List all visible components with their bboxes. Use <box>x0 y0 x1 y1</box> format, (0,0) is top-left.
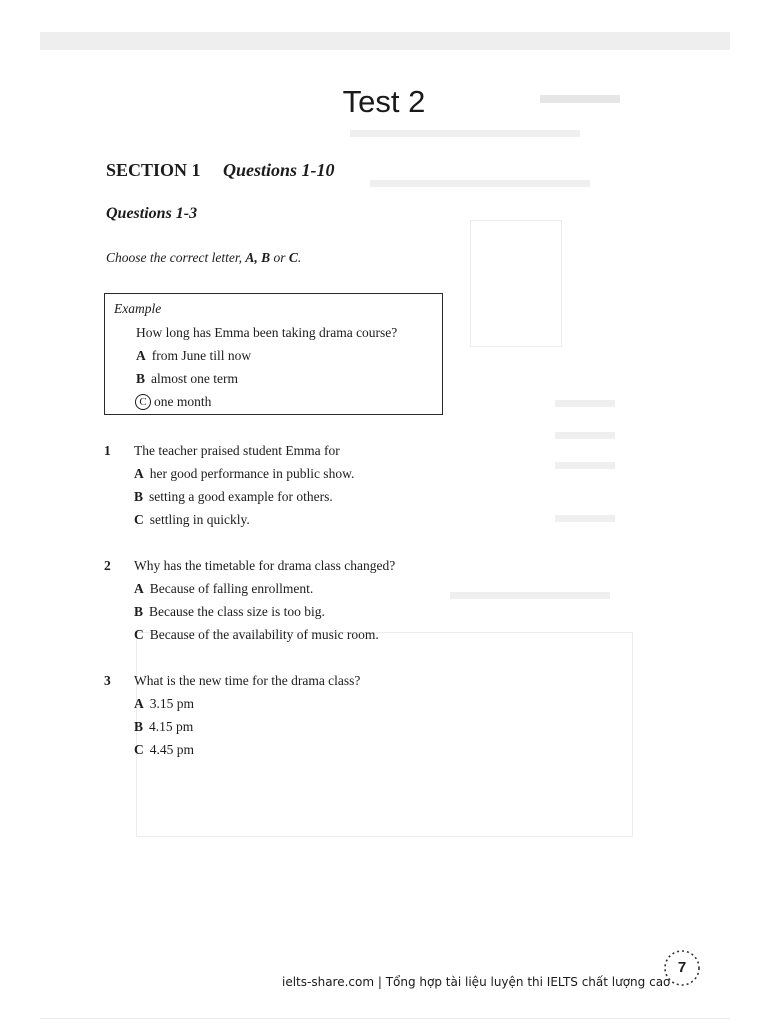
footer-watermark-text: ielts-share.com | Tổng hợp tài liệu luyện thi IELTS chất lượng cao <box>282 975 671 989</box>
question-text: Why has the timetable for drama class changed? <box>134 558 396 573</box>
instruction-prefix: Choose the correct letter, <box>106 250 246 265</box>
instruction-letters: A, B <box>245 250 271 265</box>
question-3-option-c <box>134 742 194 758</box>
option-letter: A <box>134 581 144 596</box>
question-number: 2 <box>104 558 111 573</box>
instruction <box>106 250 301 266</box>
page-number: 7 <box>677 959 687 976</box>
option-letter: B <box>134 719 144 734</box>
page-number-badge <box>662 948 702 988</box>
option-letter: B <box>134 604 144 619</box>
question-3-option-a <box>134 696 194 712</box>
bleed-through-line <box>350 130 580 137</box>
question-1-option-b <box>134 489 333 505</box>
option-letter: B <box>134 489 144 504</box>
question-2-option-a <box>134 581 313 597</box>
test-title: Test 2 <box>342 84 426 119</box>
instruction-last-letter: C <box>288 250 298 265</box>
option-text: settling in quickly. <box>149 512 250 527</box>
instruction-suffix: . <box>297 250 302 265</box>
question-text: What is the new time for the drama class? <box>134 673 361 688</box>
option-text: setting a good example for others. <box>149 489 333 504</box>
option-text: Because of falling enrollment. <box>149 581 314 596</box>
section-number: SECTION 1 <box>106 160 201 180</box>
option-letter: B <box>136 371 146 386</box>
option-letter: C <box>134 627 144 642</box>
question-number: 3 <box>104 673 111 688</box>
question-text: The teacher praised student Emma for <box>134 443 340 458</box>
option-letter: C <box>134 512 144 527</box>
example-label: Example <box>114 301 162 316</box>
bleed-through-line <box>555 515 615 522</box>
option-text: 4.15 pm <box>149 719 194 734</box>
bleed-through-box <box>470 220 562 347</box>
bleed-through-line <box>450 592 610 599</box>
bottom-edge-rule <box>40 1018 730 1019</box>
option-text: 3.15 pm <box>149 696 195 711</box>
bleed-through-line <box>555 400 615 407</box>
question-number: 1 <box>104 443 111 458</box>
question-1-option-a <box>134 466 354 482</box>
question-2-option-c <box>134 627 379 643</box>
option-text: almost one term <box>151 371 238 386</box>
option-letter: A <box>134 466 144 481</box>
option-letter: A <box>134 696 144 711</box>
option-text: Because of the availability of music room. <box>149 627 379 642</box>
option-text: her good performance in public show. <box>149 466 355 481</box>
section-questions: Questions 1-10 <box>223 160 335 180</box>
bleed-through-line <box>555 462 615 469</box>
example-box <box>104 293 443 415</box>
bleed-through-line <box>370 180 590 187</box>
option-letter: C <box>134 742 144 757</box>
bleed-through-box <box>136 632 633 837</box>
option-text: from June till now <box>151 348 252 363</box>
option-text: 4.45 pm <box>149 742 195 757</box>
questions-subheading: Questions 1-3 <box>106 205 198 222</box>
option-text: Because the class size is too big. <box>149 604 325 619</box>
question-3-option-b <box>134 719 193 735</box>
example-option-a <box>136 348 251 364</box>
option-letter: A <box>136 348 146 363</box>
example-option-b <box>136 371 238 387</box>
option-text: one month <box>154 394 212 409</box>
question-2-option-b <box>134 604 325 620</box>
bleed-through-line <box>555 432 615 439</box>
example-question: How long has Emma been taking drama course? <box>136 325 398 340</box>
instruction-middle: or <box>270 250 289 265</box>
bleed-through-header <box>40 32 730 50</box>
circled-answer-letter: C <box>135 394 151 410</box>
section-heading <box>106 160 335 181</box>
question-1-option-c <box>134 512 250 528</box>
example-option-c <box>135 394 211 411</box>
